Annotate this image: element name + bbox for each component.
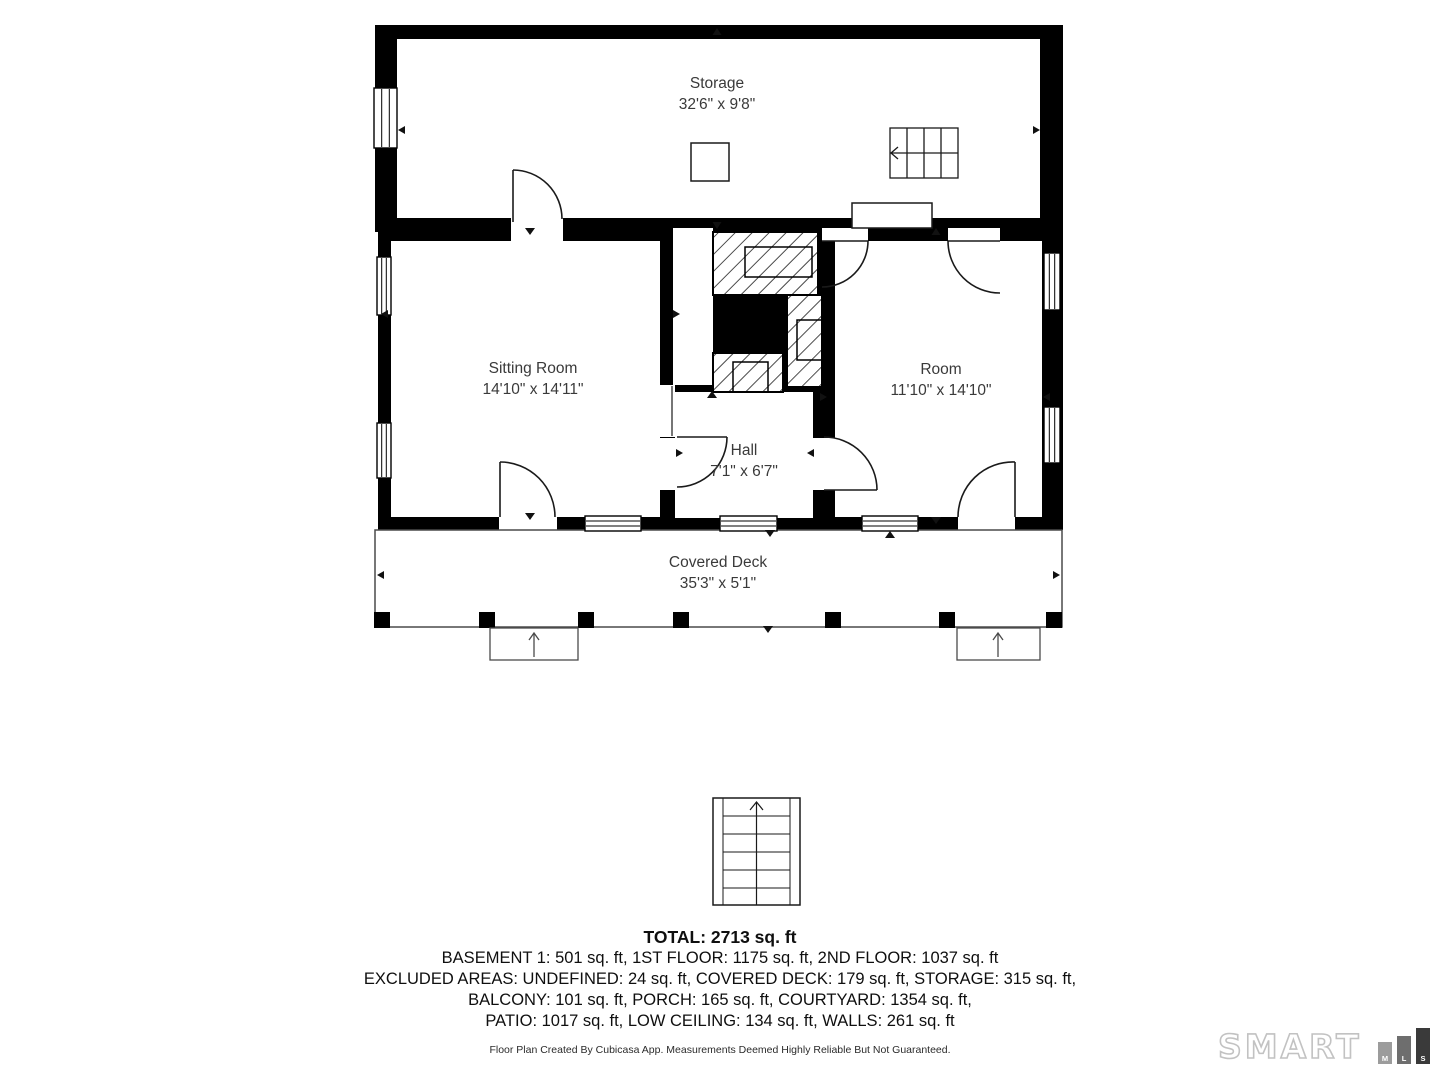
summary-line-excluded: EXCLUDED AREAS: UNDEFINED: 24 sq. ft, COVERED DECK: 179 sq. ft, STORAGE: 315 sq. ft, — [363, 970, 1077, 988]
gap-room-top-left-door — [822, 228, 868, 241]
hatch-lower-stair — [713, 353, 783, 392]
smart-text: SMART — [1218, 1027, 1362, 1066]
window-sitting-bottom — [585, 516, 641, 531]
room-dims: 7'1" x 6'7" — [710, 463, 778, 480]
room-name: Hall — [730, 442, 758, 459]
window-room-bottom — [862, 516, 918, 531]
gap-hall-right-door — [813, 438, 835, 490]
gap-sitting-bottom-door — [499, 517, 557, 530]
summary-line-patio: PATIO: 1017 sq. ft, LOW CEILING: 134 sq. ft, WALLS: 261 sq. ft — [485, 1012, 955, 1030]
storage-fixture-box — [691, 143, 729, 181]
room-label — [890, 359, 991, 401]
deck-stoop-left — [490, 628, 578, 660]
room-name: Sitting Room — [488, 360, 578, 377]
smartmls-logo — [1218, 1022, 1432, 1066]
window-room-right-1 — [1044, 253, 1060, 310]
room-name: Storage — [689, 75, 745, 92]
gap-storage-door — [511, 218, 563, 241]
room-dims: 11'10" x 14'10" — [890, 382, 992, 399]
gap-room-deck-door — [958, 517, 1015, 530]
mls-bar-l — [1397, 1036, 1411, 1064]
tick-deck-bottom — [763, 626, 773, 633]
mls-bar-s-label: S — [1420, 1054, 1426, 1063]
summary-line-balcony: BALCONY: 101 sq. ft, PORCH: 165 sq. ft, COURTYARD: 1354 sq. ft, — [468, 991, 972, 1009]
sitting-room-label — [482, 358, 583, 400]
mls-bar-s — [1416, 1028, 1430, 1064]
room-dims: 35'3" x 5'1" — [679, 575, 757, 592]
covered-deck-label — [669, 552, 767, 594]
covered-deck — [374, 530, 1062, 660]
gap-sitting-to-hall — [660, 385, 675, 437]
total-area: TOTAL: 2713 sq. ft — [643, 927, 797, 947]
room-dims: 14'10" x 14'11" — [482, 381, 584, 398]
window-storage-left — [374, 88, 397, 148]
room-name: Room — [920, 361, 962, 378]
mls-bar-l-label: L — [1401, 1054, 1407, 1063]
gap-corridor-top — [673, 228, 713, 241]
hall-label — [710, 440, 778, 482]
window-sitting-left-2 — [377, 423, 391, 478]
storage-stairs-icon — [890, 128, 958, 178]
window-room-right-2 — [1044, 407, 1060, 463]
hatch-upper-stair — [713, 232, 818, 295]
hatch-side-stair — [787, 295, 822, 387]
gap-hall-left-door — [660, 438, 675, 490]
mls-bar-m-label: M — [1381, 1054, 1389, 1063]
window-hall-bottom — [720, 516, 777, 531]
storage-landing-box — [852, 203, 932, 228]
mls-bars — [1378, 1028, 1430, 1064]
mls-bar-m — [1378, 1042, 1392, 1064]
deck-stoop-right — [957, 628, 1040, 660]
room-name: Covered Deck — [668, 554, 768, 571]
window-sitting-left-1 — [377, 257, 391, 315]
room-dims: 32'6" x 9'8" — [678, 96, 756, 113]
staircase-icon — [713, 798, 800, 905]
area-summary — [0, 926, 1440, 1032]
summary-line-floors: BASEMENT 1: 501 sq. ft, 1ST FLOOR: 1175 sq. ft, 2ND FLOOR: 1037 sq. ft — [441, 949, 999, 967]
storage-label — [679, 73, 755, 115]
smart-wordmark — [1218, 1022, 1378, 1066]
disclaimer-text: Floor Plan Created By Cubicasa App. Measurements Deemed Highly Reliable But Not Guaranteed. — [489, 1044, 951, 1056]
gap-room-top-right-door — [948, 228, 1000, 241]
corridor-interior — [673, 241, 713, 385]
